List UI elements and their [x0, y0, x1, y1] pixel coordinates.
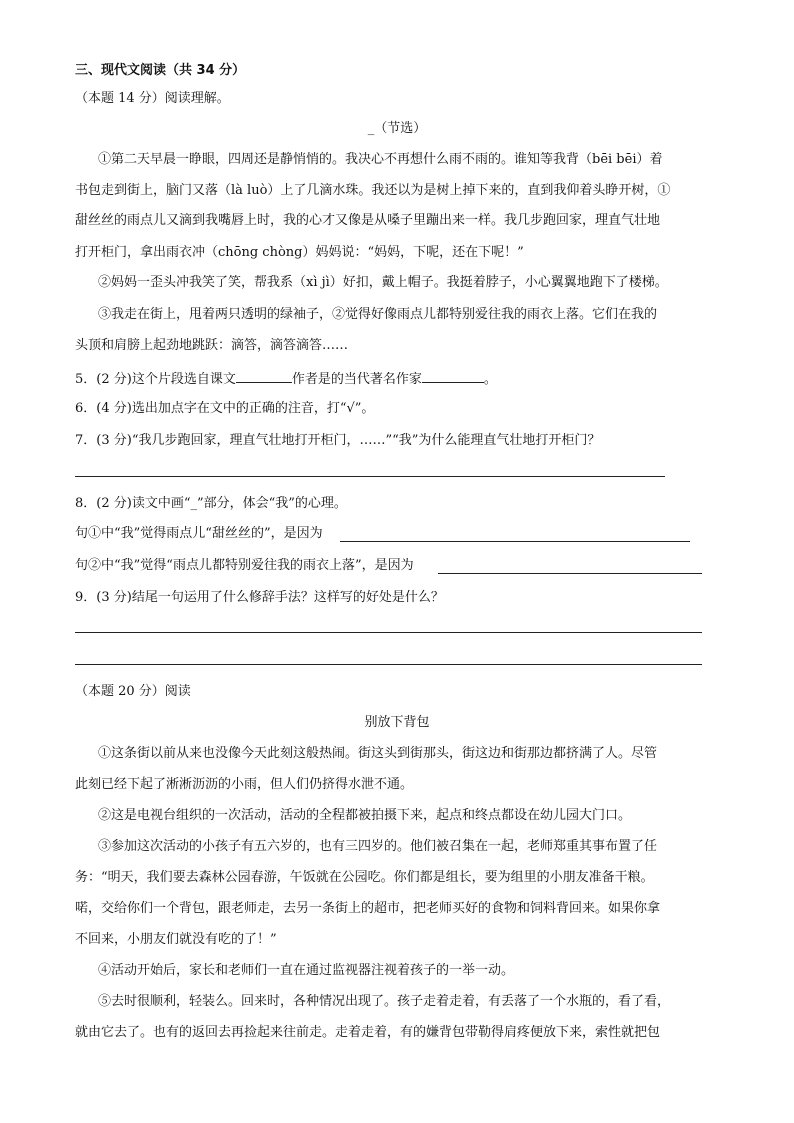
q8-1-answer-line[interactable] — [340, 541, 690, 542]
q8-2-answer-line[interactable] — [438, 573, 702, 574]
question-9: 9．(3 分)结尾一句运用了什么修辞手法？这样写的好处是什么？ — [75, 590, 444, 605]
question-8-sentence-2: 句②中“我”觉得“雨点儿都特别爱往我的雨衣上落”，是因为 — [75, 558, 414, 573]
part2-line: ④活动开始后，家长和老师们一直在通过监视器注视着孩子的一举一动。 — [98, 963, 515, 978]
part1-line: 打开柜门，拿出雨衣冲（chōng chòng）妈妈说：“妈妈，下呢，还在下呢！” — [75, 245, 524, 260]
part1-line: 书包走到街上，脑门又落（là luò）上了几滴水珠。我还以为是树上掉下来的，直到我仰着头睁开树，① — [75, 183, 671, 198]
part2-line: 喏，交给你们一个背包，跟老师走，去另一条街上的超市，把老师买好的食物和饲料背回来。如果你拿 — [75, 901, 661, 916]
question-8: 8．(2 分)读文中画“_”部分，体会“我”的心理。 — [75, 496, 347, 511]
part2-title: 别放下背包 — [364, 715, 430, 730]
part2-line: 就由它去了。也有的返回去再捡起来往前走。走着走着，有的嫌背包带勒得肩疼便放下来，索性就把包 — [75, 1025, 661, 1040]
q9-answer-line-2[interactable] — [75, 664, 702, 665]
part1-title: _（节选） — [367, 121, 427, 136]
part2-line: 不回来，小朋友们就没有吃的了！” — [75, 932, 277, 947]
part2-intro: （本题 20 分）阅读 — [75, 684, 191, 699]
part2-line: ③参加这次活动的小孩子有五六岁的，也有三四岁的。他们被召集在一起，老师郑重其事布置了任 — [98, 839, 658, 854]
q5-answer-blank-2[interactable] — [422, 368, 484, 383]
q5-text-c: 。 — [483, 372, 497, 387]
part2-line: 此刻已经下起了淅淅沥沥的小雨，但人们仍挤得水泄不通。 — [75, 777, 414, 792]
question-7: 7．(3 分)“我几步跑回家，理直气壮地打开柜门，……”“我”为什么能理直气壮地打开柜门？ — [75, 433, 601, 448]
part1-intro: （本题 14 分）阅读理解。 — [75, 91, 230, 106]
part1-line: 甜丝丝的雨点儿又滴到我嘴唇上时，我的心才又像是从嗓子里蹦出来一样。我几步跑回家，理直气壮地 — [75, 213, 661, 228]
q9-answer-line-1[interactable] — [75, 632, 702, 633]
part1-line: ①第二天早晨一睁眼，四周还是静悄悄的。我决心不再想什么雨不雨的。谁知等我背（bēi bēi）着 — [98, 152, 663, 167]
section-title: 三、现代文阅读（共 34 分） — [75, 63, 246, 78]
part2-line: ①这条街以前从来也没像今天此刻这般热闹。街这头到街那头，街这边和街那边都挤满了人。尽管 — [98, 746, 658, 761]
question-6: 6．(4 分)选出加点字在文中的正确的注音，打“√”。 — [75, 401, 375, 416]
q5-answer-blank-1[interactable] — [236, 368, 292, 383]
part1-line: ②妈妈一歪头冲我笑了笑，帮我系（xì jì）好扣，戴上帽子。我挺着脖子，小心翼翼地跑下了楼梯。 — [98, 275, 668, 290]
part2-line: ②这是电视台组织的一次活动，活动的全程都被拍摄下来，起点和终点都设在幼儿园大门口。 — [98, 808, 632, 823]
part1-line: 头顶和肩膀上起劲地跳跃：滴答，滴答滴答…… — [75, 338, 349, 353]
question-8-sentence-1: 句①中“我”觉得雨点儿“甜丝丝的”，是因为 — [75, 526, 323, 541]
question-5 — [75, 368, 497, 389]
q7-answer-line[interactable] — [75, 476, 665, 477]
part2-line: ⑤去时很顺利，轻装么。回来时，各种情况出现了。孩子走着走着，有丢落了一个水瓶的，看了看， — [98, 994, 671, 1009]
part1-line: ③我走在街上，甩着两只透明的绿袖子，②觉得好像雨点儿都特别爱往我的雨衣上落。它们在我的 — [98, 307, 658, 322]
q5-text-b: 作者是的当代著名作家 — [291, 372, 422, 387]
q5-text-a: 5．(2 分)这个片段选自课文 — [75, 372, 236, 387]
part2-line: 务：“明天，我们要去森林公园春游，午饭就在公园吃。你们都是组长，要为组里的小朋友准备干粮。 — [75, 870, 654, 885]
